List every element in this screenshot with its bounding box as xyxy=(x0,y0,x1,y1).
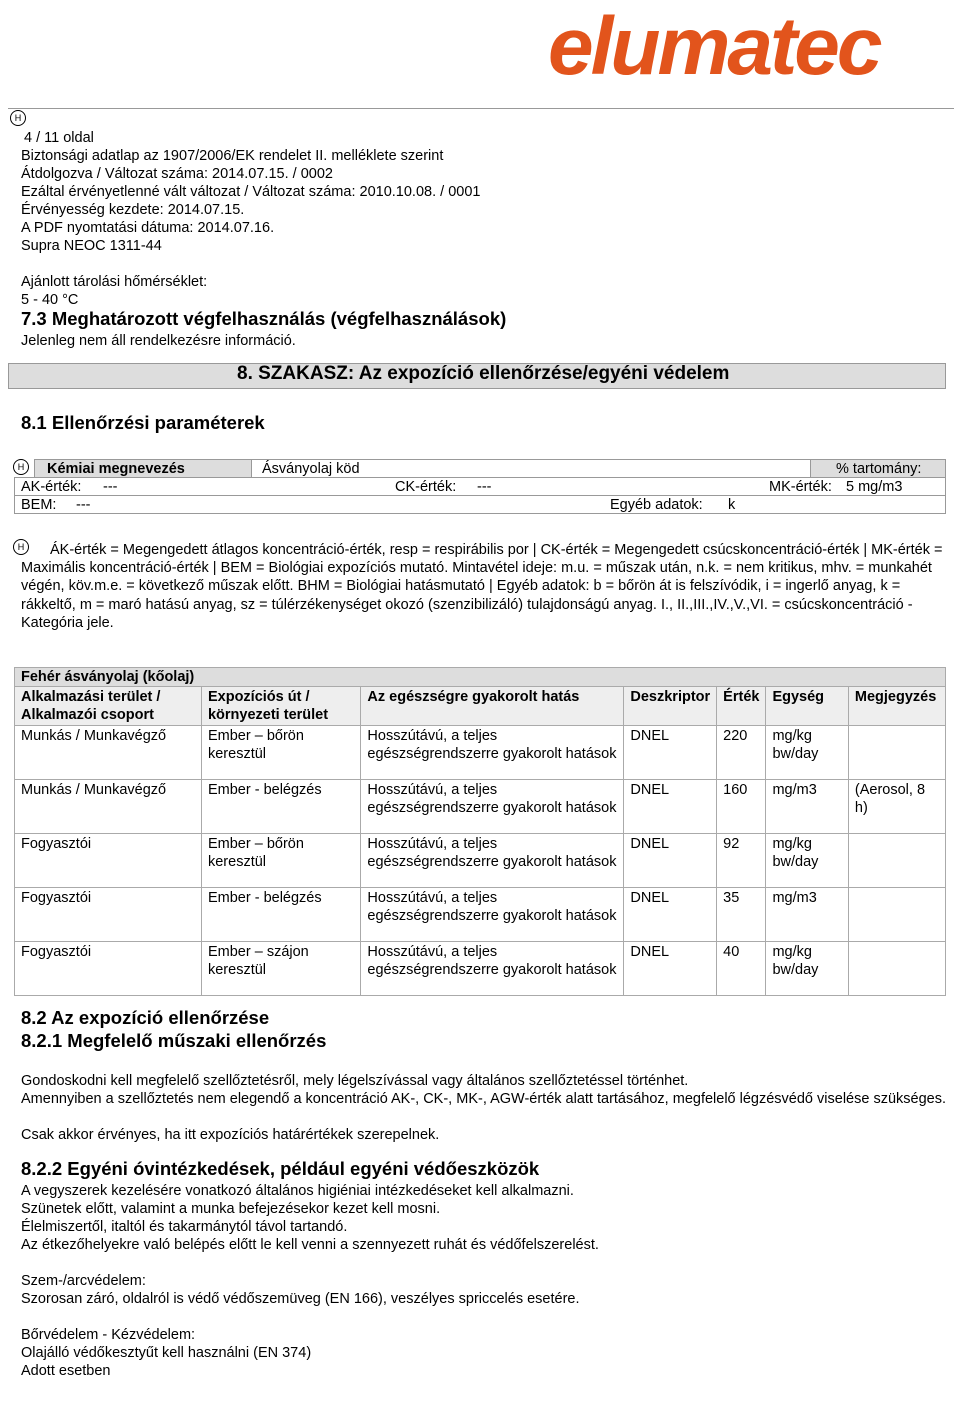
dnel-cell-descriptor: DNEL xyxy=(624,888,717,942)
mk-value: 5 mg/m3 xyxy=(846,479,903,495)
bem-label: BEM: xyxy=(21,497,57,513)
dnel-header-value: Érték xyxy=(717,687,766,726)
ck-value: --- xyxy=(477,479,492,495)
header-line-regulation: Biztonsági adatlap az 1907/2006/EK rendelet II. melléklete szerint xyxy=(21,148,444,164)
dnel-cell-effect: Hosszútávú, a teljes egészségrendszerre gyakorolt hatások xyxy=(361,780,624,834)
hygiene-line-1: A vegyszerek kezelésére vonatkozó általános higiéniai intézkedéseket kell alkalmazni. xyxy=(21,1183,574,1199)
table-row xyxy=(15,726,946,780)
dnel-header-exposure: Expozíciós út / környezeti terület xyxy=(201,687,360,726)
ak-label: AK-érték: xyxy=(21,479,82,495)
skin-protection-line-1: Olajálló védőkesztyűt kell használni (EN 374) xyxy=(21,1345,312,1361)
dnel-cell-descriptor: DNEL xyxy=(624,780,717,834)
header-line-valid-from: Érvényesség kezdete: 2014.07.15. xyxy=(21,202,245,218)
table-row xyxy=(15,888,946,942)
engineering-control-text-1: Gondoskodni kell megfelelő szellőztetésről, mely légelszívással vagy általános szellőztetéssel történhet. xyxy=(21,1073,689,1089)
h-country-icon: H xyxy=(13,539,29,555)
product-name: Supra NEOC 1311-44 xyxy=(21,238,162,254)
dnel-header-effect: Az egészségre gyakorolt hatás xyxy=(361,687,624,726)
dnel-cell-value: 92 xyxy=(717,834,766,888)
dnel-cell-descriptor: DNEL xyxy=(624,726,717,780)
dnel-header-descriptor: Deszkriptor xyxy=(624,687,717,726)
limits-row-2 xyxy=(14,495,946,514)
dnel-cell-unit: mg/kg bw/day xyxy=(766,942,848,996)
dnel-header-area: Alkalmazási terület / Alkalmazói csoport xyxy=(15,687,202,726)
heading-7-3: 7.3 Meghatározott végfelhasználás (végfelhasználások) xyxy=(21,308,507,329)
dnel-cell-value: 160 xyxy=(717,780,766,834)
eye-protection-label: Szem-/arcvédelem: xyxy=(21,1273,146,1289)
header-line-superseded: Ezáltal érvényetlenné vált változat / Változat száma: 2010.10.08. / 0001 xyxy=(21,184,481,200)
heading-8-2: 8.2 Az expozíció ellenőrzése xyxy=(21,1007,270,1028)
dnel-cell-exposure: Ember – szájon keresztül xyxy=(201,942,360,996)
page-number: 4 / 11 oldal xyxy=(24,130,94,146)
ak-value: --- xyxy=(103,479,118,495)
dnel-cell-area: Fogyasztói xyxy=(15,942,202,996)
dnel-cell-effect: Hosszútávú, a teljes egészségrendszerre gyakorolt hatások xyxy=(361,834,624,888)
header-frame-line xyxy=(8,108,954,109)
text-7-3: Jelenleg nem áll rendelkezésre információ. xyxy=(21,333,296,349)
section-8-title: 8. SZAKASZ: Az expozíció ellenőrzése/egyéni védelem xyxy=(237,363,730,384)
other-data-value: k xyxy=(728,497,736,513)
dnel-cell-exposure: Ember - belégzés xyxy=(201,888,360,942)
section-8-bar xyxy=(8,363,946,389)
dnel-cell-unit: mg/kg bw/day xyxy=(766,726,848,780)
table-row xyxy=(15,834,946,888)
table-row xyxy=(15,942,946,996)
dnel-cell-effect: Hosszútávú, a teljes egészségrendszerre gyakorolt hatások xyxy=(361,888,624,942)
table-row xyxy=(15,780,946,834)
dnel-header-note: Megjegyzés xyxy=(848,687,945,726)
skin-protection-label: Bőrvédelem - Kézvédelem: xyxy=(21,1327,196,1343)
limits-legend-text: ÁK-érték = Megengedett átlagos koncentráció-érték, resp = respirábilis por | CK-érték = Megengedett csúcskoncentráció-érték | MK-érték = Maximális koncentráció-érték | BEM = Biológiai expozíciós mutató. Mintavétel ideje: m.u. = műszak után, n.k. = nem kritikus, mhv. = munkahét végén, köv.m.e. = következő műszak előtt. BHM = Biológiai hatásmutató | Egyéb adatok: b = bőrön át is felszívódik, i = ingerlő anyag, k = rákkeltő, m = maró hatású anyag, sz = túlérzékenységet okozó (szenzibilizáló) tulajdonságú anyag. I., II.,III.,IV.,V.,VI. = csúcskoncentráció - Kategória jele. xyxy=(21,542,943,631)
dnel-cell-area: Fogyasztói xyxy=(15,888,202,942)
dnel-cell-descriptor: DNEL xyxy=(624,834,717,888)
engineering-control-text-3: Csak akkor érvényes, ha itt expozíciós határértékek szerepelnek. xyxy=(21,1127,440,1143)
dnel-cell-descriptor: DNEL xyxy=(624,942,717,996)
header-line-revision: Átdolgozva / Változat száma: 2014.07.15. / 0002 xyxy=(21,166,333,182)
dnel-cell-value: 220 xyxy=(717,726,766,780)
h-country-icon: H xyxy=(10,110,26,126)
skin-protection-line-2: Adott esetben xyxy=(21,1363,111,1379)
chem-name-value: Ásványolaj köd xyxy=(262,461,360,477)
dnel-cell-value: 35 xyxy=(717,888,766,942)
header-line-pdf-date: A PDF nyomtatási dátuma: 2014.07.16. xyxy=(21,220,275,236)
dnel-table xyxy=(14,667,946,996)
elumatec-logo: elumatec xyxy=(548,1,880,92)
hygiene-line-4: Az étkezőhelyekre való belépés előtt le kell venni a szennyezett ruhát és védőfelszerelést. xyxy=(21,1237,599,1253)
dnel-cell-unit: mg/m3 xyxy=(766,888,848,942)
dnel-cell-note xyxy=(848,726,945,780)
mk-label: MK-érték: xyxy=(769,479,832,495)
dnel-cell-exposure: Ember - belégzés xyxy=(201,780,360,834)
dnel-table-title: Fehér ásványolaj (kőolaj) xyxy=(15,668,946,687)
ck-label: CK-érték: xyxy=(395,479,457,495)
dnel-cell-area: Fogyasztói xyxy=(15,834,202,888)
storage-temp-label: Ajánlott tárolási hőmérséklet: xyxy=(21,274,208,290)
dnel-cell-area: Munkás / Munkavégző xyxy=(15,780,202,834)
dnel-cell-note xyxy=(848,888,945,942)
heading-8-2-1: 8.2.1 Megfelelő műszaki ellenőrzés xyxy=(21,1030,327,1051)
hygiene-line-2: Szünetek előtt, valamint a munka befejezésekor kezet kell mosni. xyxy=(21,1201,441,1217)
dnel-cell-effect: Hosszútávú, a teljes egészségrendszerre gyakorolt hatások xyxy=(361,726,624,780)
chem-name-label: Kémiai megnevezés xyxy=(47,461,185,477)
dnel-cell-exposure: Ember – bőrön keresztül xyxy=(201,834,360,888)
other-data-label: Egyéb adatok: xyxy=(610,497,703,513)
dnel-cell-area: Munkás / Munkavégző xyxy=(15,726,202,780)
dnel-cell-unit: mg/m3 xyxy=(766,780,848,834)
engineering-control-text-2: Amennyiben a szellőztetés nem elegendő a koncentráció AK-, CK-, MK-, AGW-érték alatt tartásához, megfelelő légzésvédő viselése szükséges. xyxy=(21,1091,946,1107)
bem-value: --- xyxy=(76,497,91,513)
heading-8-2-2: 8.2.2 Egyéni óvintézkedések, például egyéni védőeszközök xyxy=(21,1158,540,1179)
dnel-cell-exposure: Ember – bőrön keresztül xyxy=(201,726,360,780)
hygiene-line-3: Élelmiszertől, italtól és takarmánytól távol tartandó. xyxy=(21,1219,348,1235)
h-country-icon: H xyxy=(13,459,29,475)
dnel-cell-note: (Aerosol, 8 h) xyxy=(848,780,945,834)
dnel-cell-effect: Hosszútávú, a teljes egészségrendszerre gyakorolt hatások xyxy=(361,942,624,996)
dnel-cell-note xyxy=(848,834,945,888)
dnel-cell-value: 40 xyxy=(717,942,766,996)
range-label: % tartomány: xyxy=(836,461,922,477)
heading-8-1: 8.1 Ellenőrzési paraméterek xyxy=(21,412,265,433)
dnel-header-unit: Egység xyxy=(766,687,848,726)
dnel-cell-unit: mg/kg bw/day xyxy=(766,834,848,888)
dnel-cell-note xyxy=(848,942,945,996)
eye-protection-text: Szorosan záró, oldalról is védő védőszemüveg (EN 166), veszélyes spriccelés esetére. xyxy=(21,1291,580,1307)
storage-temp-value: 5 - 40 °C xyxy=(21,292,79,308)
